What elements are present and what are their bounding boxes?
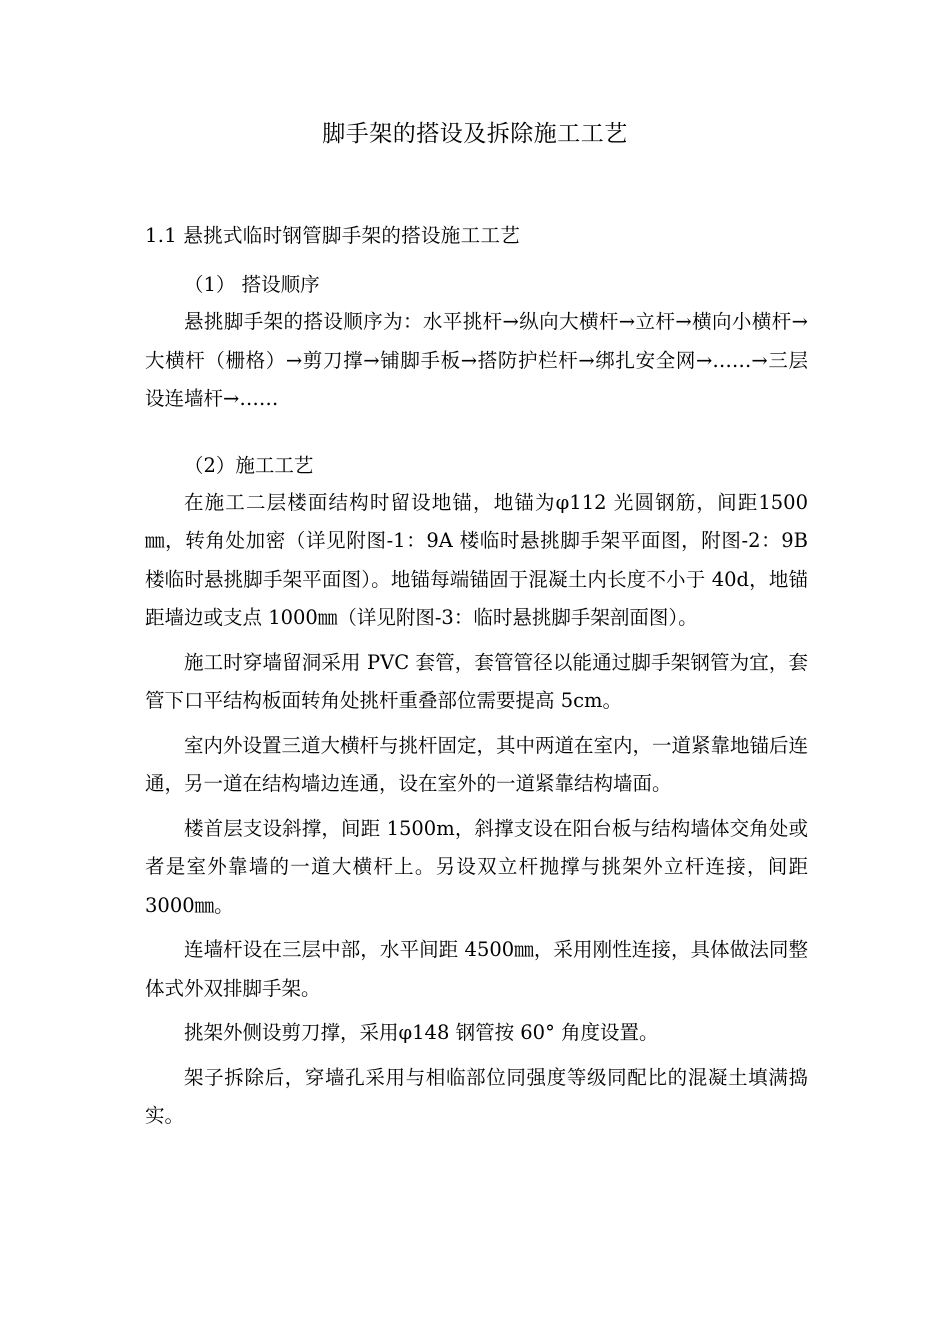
paragraph-anchor: 在施工二层楼面结构时留设地锚，地锚为φ112 光圆钢筋，间距1500㎜，转角处加密（详见附图-1：9A 楼临时悬挑脚手架平面图，附图-2：9B 楼临时悬挑脚手架平面图）。地锚每端锚固于混凝土内长度不小于 40d，地锚距墙边或支点 1000㎜（详见附图-3：临时悬挑脚手架剖面图）。: [145, 490, 808, 629]
paragraph-scissor-brace: 挑架外侧设剪刀撑，采用φ148 钢管按 60° 角度设置。: [184, 1021, 659, 1044]
paragraph-ledger: 室内外设置三道大横杆与挑杆固定，其中两道在室内，一道紧靠地锚后连通，另一道在结构墙边连通，设在室外的一道紧靠结构墙面。: [145, 733, 809, 795]
paragraph-wall-tie: 连墙杆设在三层中部，水平间距 4500㎜，采用刚性连接，具体做法同整体式外双排脚手架。: [145, 938, 808, 1000]
paragraph-removal: 架子拆除后，穿墙孔采用与相临部位同强度等级同配比的混凝土填满捣实。: [145, 1065, 808, 1127]
subsection-heading-process: （2）施工工艺: [184, 453, 314, 477]
paragraph-gap: [145, 419, 808, 433]
section-heading: 1.1 悬挑式临时钢管脚手架的搭设施工工艺: [145, 224, 521, 247]
subsection-heading-sequence: （1） 搭设顺序: [184, 273, 320, 296]
paragraph-diagonal-brace: 楼首层支设斜撑，间距 1500m，斜撑支设在阳台板与结构墙体交角处或者是室外靠墙的一道大横杆上。另设双立杆抛撑与挑架外立杆连接，间距 3000㎜。: [145, 816, 808, 917]
paragraph-sequence: 悬挑脚手架的搭设顺序为：水平挑杆→纵向大横杆→立杆→横向小横杆→大横杆（栅格）→剪刀撑→铺脚手板→搭防护栏杆→绑扎安全网→……→三层设连墙杆→……: [145, 310, 808, 410]
document-body: [145, 220, 808, 1136]
document-title: 脚手架的搭设及拆除施工工艺: [322, 121, 628, 147]
paragraph-sleeve: 施工时穿墙留洞采用 PVC 套管，套管管径以能通过脚手架钢管为宜，套管下口平结构板面转角处挑杆重叠部位需要提高 5cm。: [145, 650, 808, 712]
